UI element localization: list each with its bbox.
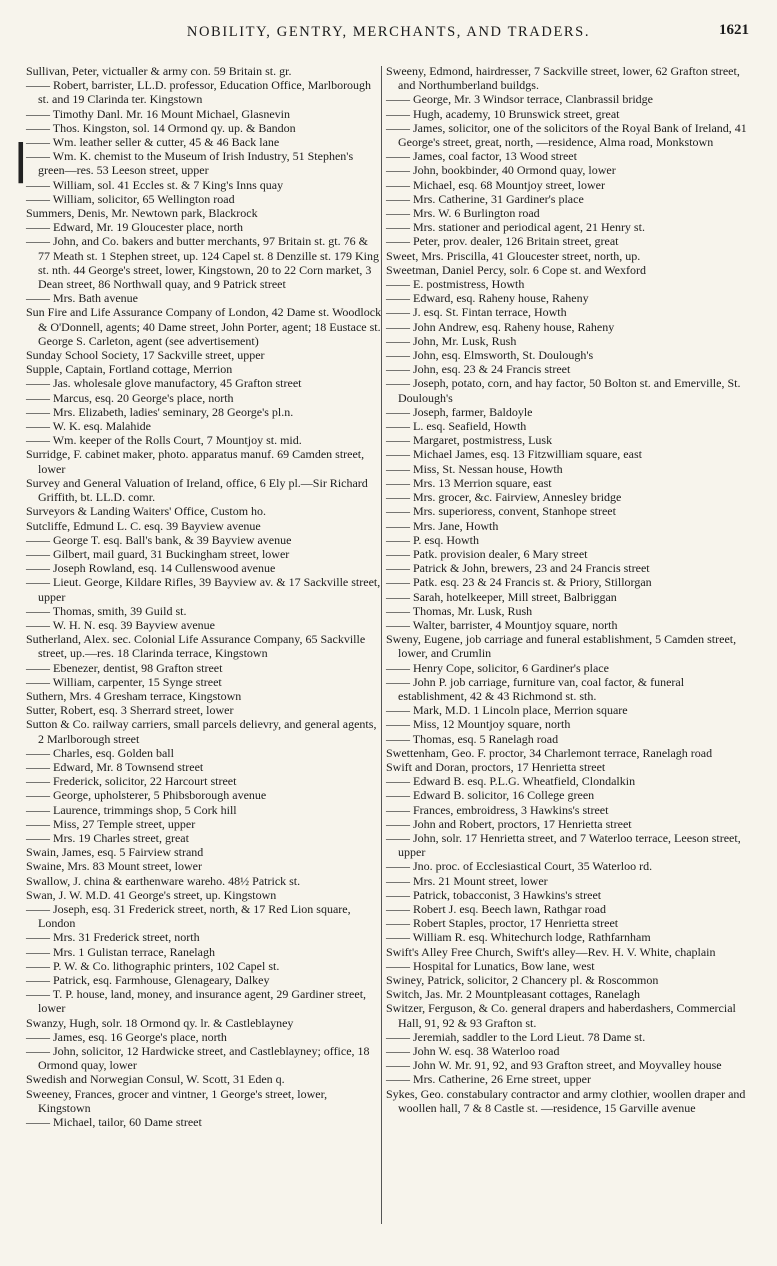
- directory-entry: —— Henry Cope, solicitor, 6 Gardiner's place: [386, 660, 609, 675]
- directory-entry: —— John, and Co. bakers and butter merchants, 97 Britain st. gt. 76 & 77 Meath st. 1 Stephen street, up. 124 Capel st. 8 Denzille st. 179 King st. nth. 44 George's street, lower, Kingstown, 20 to 22 Corn market, 3 Dean street, 86 Northwall quay, and 9 Patrick street: [26, 234, 379, 292]
- directory-entry: —— Joseph, esq. 31 Frederick street, north, & 17 Red Lion square, London: [26, 901, 351, 931]
- directory-entry: —— John Andrew, esq. Raheny house, Raheny: [386, 319, 615, 334]
- directory-entry: —— Mrs. 19 Charles street, great: [26, 830, 189, 845]
- directory-entry: —— P. esq. Howth: [386, 532, 480, 547]
- directory-entry: Sutter, Robert, esq. 3 Sherrard street, lower: [26, 703, 234, 718]
- directory-entry: —— Mrs. Bath avenue: [26, 291, 138, 306]
- directory-entry: Survey and General Valuation of Ireland, office, 6 Ely pl.—Sir Richard Griffith, bt. LL.D. comr.: [26, 475, 368, 505]
- directory-entry: —— John and Robert, proctors, 17 Henrietta street: [386, 816, 632, 831]
- directory-entry: —— Joseph, potato, corn, and hay factor, 50 Bolton st. and Emerville, St. Doulough's: [386, 376, 741, 405]
- directory-entry: —— W. K. esq. Malahide: [26, 419, 151, 434]
- directory-entry: —— Mrs. superioress, convent, Stanhope street: [386, 504, 616, 519]
- directory-entry: —— James, coal factor, 13 Wood street: [386, 149, 577, 164]
- directory-entry: —— George, Mr. 3 Windsor terrace, Clanbrassil bridge: [386, 92, 654, 107]
- directory-entry: —— Miss, St. Nessan house, Howth: [386, 461, 563, 476]
- directory-entry: —— William, sol. 41 Eccles st. & 7 King's Inns quay: [26, 177, 284, 192]
- page-number: 1621: [719, 22, 749, 38]
- column-divider: [381, 66, 382, 1224]
- directory-entry: Suthern, Mrs. 4 Gresham terrace, Kingstown: [26, 688, 242, 703]
- directory-entry: Switch, Jas. Mr. 2 Mountpleasant cottages, Ranelagh: [386, 987, 640, 1002]
- left-column: [26, 64, 382, 1129]
- directory-entry: —— Jno. proc. of Ecclesiastical Court, 35 Waterloo rd.: [386, 859, 653, 874]
- directory-entry: —— Patk. provision dealer, 6 Mary street: [386, 546, 588, 561]
- directory-entry: —— Mrs. Catherine, 31 Gardiner's place: [386, 191, 584, 206]
- directory-entry: —— Miss, 12 Mountjoy square, north: [386, 717, 571, 732]
- directory-entry: —— Patrick, tobacconist, 3 Hawkins's street: [386, 887, 602, 902]
- directory-entry: Swiney, Patrick, solicitor, 2 Chancery pl. & Roscommon: [386, 973, 659, 987]
- directory-entry: —— L. esq. Seafield, Howth: [386, 419, 527, 434]
- directory-entry: —— John, esq. 23 & 24 Francis street: [386, 362, 571, 377]
- directory-entry: Swift's Alley Free Church, Swift's alley—Rev. H. V. White, chaplain: [386, 944, 716, 959]
- directory-entry: Swedish and Norwegian Consul, W. Scott, 31 Eden q.: [26, 1072, 285, 1087]
- directory-entry: —— John P. job carriage, furniture van, coal factor, & funeral establishment, 42 & 43 Richmond st. sth.: [386, 674, 685, 703]
- directory-entry: —— Mrs. Jane, Howth: [386, 518, 499, 533]
- directory-entry: —— J. esq. St. Fintan terrace, Howth: [386, 305, 567, 320]
- directory-entry: —— Gilbert, mail guard, 31 Buckingham street, lower: [26, 546, 290, 561]
- directory-entry: —— Joseph, farmer, Baldoyle: [386, 404, 533, 419]
- directory-entry: Supple, Captain, Fortland cottage, Merrion: [26, 362, 233, 377]
- directory-entry: —— T. P. house, land, money, and insurance agent, 29 Gardiner street, lower: [26, 987, 367, 1016]
- directory-entry: —— Mrs. grocer, &c. Fairview, Annesley bridge: [386, 490, 622, 505]
- directory-entry: —— Mrs. stationer and periodical agent, 21 Henry st.: [386, 220, 645, 235]
- directory-entry: —— Mrs. Elizabeth, ladies' seminary, 28 George's pl.n.: [26, 404, 294, 419]
- directory-entry: —— John W. esq. 38 Waterloo road: [386, 1044, 560, 1059]
- directory-entry: —— Robert, barrister, LL.D. professor, Education Office, Marlborough st. and 19 Clarinda ter. Kingstown: [26, 78, 372, 107]
- directory-entry: —— Robert J. esq. Beech lawn, Rathgar road: [386, 901, 606, 916]
- directory-entry: —— William, solicitor, 65 Wellington road: [26, 191, 235, 206]
- directory-entry: —— Patrick, esq. Farmhouse, Glenageary, Dalkey: [26, 973, 270, 987]
- directory-entry: Sutherland, Alex. sec. Colonial Life Assurance Company, 65 Sackville street, up.—res. 18 Clarinda terrace, Kingstown: [26, 632, 366, 661]
- directory-entry: —— George, upholsterer, 5 Phibsborough avenue: [26, 788, 267, 803]
- directory-entry: Sweeny, Edmond, hairdresser, 7 Sackville street, lower, 62 Grafton street, and Northumberland buildgs.: [386, 64, 740, 93]
- directory-entry: —— Mrs. Catherine, 26 Erne street, upper: [386, 1072, 591, 1087]
- page-header: [0, 16, 777, 46]
- directory-entry: —— Michael, esq. 68 Mountjoy street, lower: [386, 177, 605, 192]
- directory-entry: —— William R. esq. Whitechurch lodge, Rathfarnham: [386, 930, 651, 945]
- directory-entry: Sweet, Mrs. Priscilla, 41 Gloucester street, north, up.: [386, 248, 641, 263]
- directory-entry: —— Edward, Mr. 8 Townsend street: [26, 759, 204, 774]
- directory-entry: —— Ebenezer, dentist, 98 Grafton street: [26, 660, 223, 675]
- directory-entry: —— John, solicitor, 12 Hardwicke street, and Castleblayney; office, 18 Ormond quay, lower: [26, 1044, 370, 1073]
- directory-entry: —— Mrs. W. 6 Burlington road: [386, 206, 540, 221]
- directory-entry: —— Walter, barrister, 4 Mountjoy square, north: [386, 617, 618, 632]
- directory-entry: —— Laurence, trimmings shop, 5 Cork hill: [26, 802, 237, 817]
- directory-entry: Sutton & Co. railway carriers, small parcels delievry, and general agents, 2 Marlborough street: [26, 717, 377, 746]
- directory-entry: —— Lieut. George, Kildare Rifles, 39 Bayview av. & 17 Sackville street, upper: [26, 575, 381, 604]
- directory-entry: Sweny, Eugene, job carriage and funeral establishment, 5 Camden street, lower, and Crumlin: [386, 632, 737, 661]
- directory-entry: Swan, J. W. M.D. 41 George's street, up. Kingstown: [26, 887, 277, 902]
- directory-entry: —— Michael James, esq. 13 Fitzwilliam square, east: [386, 447, 642, 462]
- directory-entry: Sweetman, Daniel Percy, solr. 6 Cope st. and Wexford: [386, 262, 646, 277]
- right-column: [386, 64, 752, 1115]
- directory-entry: Swanzy, Hugh, solr. 18 Ormond qy. lr. & Castleblayney: [26, 1015, 294, 1030]
- directory-entry: —— John, bookbinder, 40 Ormond quay, lower: [386, 163, 616, 178]
- directory-entry: —— Edward B. solicitor, 16 College green: [386, 788, 595, 803]
- directory-entry: —— William, carpenter, 15 Synge street: [26, 674, 222, 689]
- directory-entry: Swaine, Mrs. 83 Mount street, lower: [26, 859, 202, 874]
- directory-entry: Sun Fire and Life Assurance Company of London, 42 Dame st. Woodlock & O'Donnell, agents; 40 Dame street, John Porter, agent; 18 Eustace st. George S. Carleton, agent (see advertisement): [26, 305, 382, 348]
- directory-entry: —— Robert Staples, proctor, 17 Henrietta street: [386, 916, 619, 931]
- directory-entry: —— W. H. N. esq. 39 Bayview avenue: [26, 617, 215, 632]
- directory-entry: —— James, esq. 16 George's place, north: [26, 1029, 227, 1044]
- directory-entry: —— Frances, embroidress, 3 Hawkins's street: [386, 802, 609, 817]
- directory-entry: Sweeney, Frances, grocer and vintner, 1 George's street, lower, Kingstown: [26, 1086, 328, 1115]
- directory-entry: —— Frederick, solicitor, 22 Harcourt street: [26, 774, 237, 789]
- directory-entry: Summers, Denis, Mr. Newtown park, Blackrock: [26, 206, 258, 221]
- directory-entry: —— Thos. Kingston, sol. 14 Ormond qy. up. & Bandon: [26, 120, 296, 135]
- directory-entry: —— Mrs. 1 Gulistan terrace, Ranelagh: [26, 944, 215, 959]
- directory-entry: —— Hospital for Lunatics, Bow lane, west: [386, 958, 595, 973]
- directory-entry: Sunday School Society, 17 Sackville street, upper: [26, 348, 265, 363]
- directory-entry: —— Patk. esq. 23 & 24 Francis st. & Priory, Stillorgan: [386, 575, 652, 590]
- margin-mark-icon: ❘: [4, 137, 38, 182]
- directory-entry: —— Joseph Rowland, esq. 14 Cullenswood avenue: [26, 561, 276, 576]
- directory-entry: —— Timothy Danl. Mr. 16 Mount Michael, Glasnevin: [26, 106, 290, 121]
- directory-entry: —— Sarah, hotelkeeper, Mill street, Balbriggan: [386, 589, 617, 604]
- page-title: NOBILITY, GENTRY, MERCHANTS, AND TRADERS.: [186, 24, 591, 40]
- directory-entry: —— Michael, tailor, 60 Dame street: [26, 1115, 202, 1130]
- directory-entry: —— Wm. keeper of the Rolls Court, 7 Mountjoy st. mid.: [26, 433, 302, 448]
- directory-entry: —— John, Mr. Lusk, Rush: [386, 333, 517, 348]
- directory-entry: —— John W. Mr. 91, 92, and 93 Grafton street, and Moyvalley house: [386, 1058, 722, 1073]
- directory-entry: —— George T. esq. Ball's bank, & 39 Bayview avenue: [26, 532, 292, 547]
- directory-entry: —— Thomas, smith, 39 Guild st.: [26, 603, 187, 618]
- directory-entry: —— Edward, esq. Raheny house, Raheny: [386, 291, 589, 306]
- directory-entry: Swettenham, Geo. F. proctor, 34 Charlemont terrace, Ranelagh road: [386, 745, 713, 760]
- directory-entry: —— Mrs. 31 Frederick street, north: [26, 930, 200, 945]
- directory-entry: —— Edward B. esq. P.L.G. Wheatfield, Clondalkin: [386, 774, 636, 789]
- directory-entry: —— E. postmistress, Howth: [386, 277, 525, 292]
- directory-entry: —— Wm. leather seller & cutter, 45 & 46 Back lane: [26, 135, 280, 150]
- directory-entry: Swain, James, esq. 5 Fairview strand: [26, 845, 204, 860]
- directory-entry: —— Wm. K. chemist to the Museum of Irish Industry, 51 Stephen's green—res. 53 Leeson street, upper: [26, 149, 354, 178]
- directory-entry: Swift and Doran, proctors, 17 Henrietta street: [386, 759, 606, 774]
- directory-entry: —— Mrs. 21 Mount street, lower: [386, 873, 548, 888]
- directory-entry: Sutcliffe, Edmund L. C. esq. 39 Bayview avenue: [26, 518, 261, 533]
- directory-entry: —— Marcus, esq. 20 George's place, north: [26, 390, 234, 405]
- directory-entry: —— Margaret, postmistress, Lusk: [386, 433, 553, 448]
- directory-entry: Sullivan, Peter, victualler & army con. 59 Britain st. gr.: [26, 64, 292, 78]
- directory-entry: Swallow, J. china & earthenware wareho. 48½ Patrick st.: [26, 873, 301, 888]
- directory-entry: —— Patrick & John, brewers, 23 and 24 Francis street: [386, 561, 650, 576]
- directory-entry: —— Jas. wholesale glove manufactory, 45 Grafton street: [26, 376, 302, 391]
- directory-entry: —— Mrs. 13 Merrion square, east: [386, 475, 552, 490]
- directory-entry: —— James, solicitor, one of the solicitors of the Royal Bank of Ireland, 41 George's street, great, north, —residence, Alma road, Monkstown: [386, 120, 747, 150]
- directory-entry: —— John, esq. Elmsworth, St. Doulough's: [386, 348, 594, 363]
- directory-entry: Switzer, Ferguson, & Co. general drapers and haberdashers, Commercial Hall, 91, 92 & 93 Grafton st.: [386, 1001, 736, 1030]
- directory-entry: —— Peter, prov. dealer, 126 Britain street, great: [386, 234, 619, 249]
- directory-entry: —— Jeremiah, saddler to the Lord Lieut. 78 Dame st.: [386, 1029, 646, 1044]
- directory-entry: Surveyors & Landing Waiters' Office, Custom ho.: [26, 504, 267, 519]
- directory-entry: —— Miss, 27 Temple street, upper: [26, 816, 196, 831]
- directory-entry: —— Thomas, esq. 5 Ranelagh road: [386, 731, 559, 746]
- directory-entry: —— Thomas, Mr. Lusk, Rush: [386, 603, 533, 618]
- directory-entry: Surridge, F. cabinet maker, photo. apparatus manuf. 69 Camden street, lower: [26, 447, 365, 476]
- directory-entry: —— Hugh, academy, 10 Brunswick street, great: [386, 106, 620, 121]
- directory-entry: —— John, solr. 17 Henrietta street, and 7 Waterloo terrace, Leeson street, upper: [386, 830, 741, 860]
- directory-entry: —— Charles, esq. Golden ball: [26, 745, 174, 760]
- directory-entry: —— P. W. & Co. lithographic printers, 102 Capel st.: [26, 958, 280, 973]
- directory-entry: Sykes, Geo. constabulary contractor and army clothier, woollen draper and woollen hall, 7 & 8 Castle st. —residence, 15 Garville avenue: [386, 1086, 746, 1115]
- directory-entry: —— Edward, Mr. 19 Gloucester place, north: [26, 220, 243, 235]
- directory-entry: —— Mark, M.D. 1 Lincoln place, Merrion square: [386, 703, 628, 718]
